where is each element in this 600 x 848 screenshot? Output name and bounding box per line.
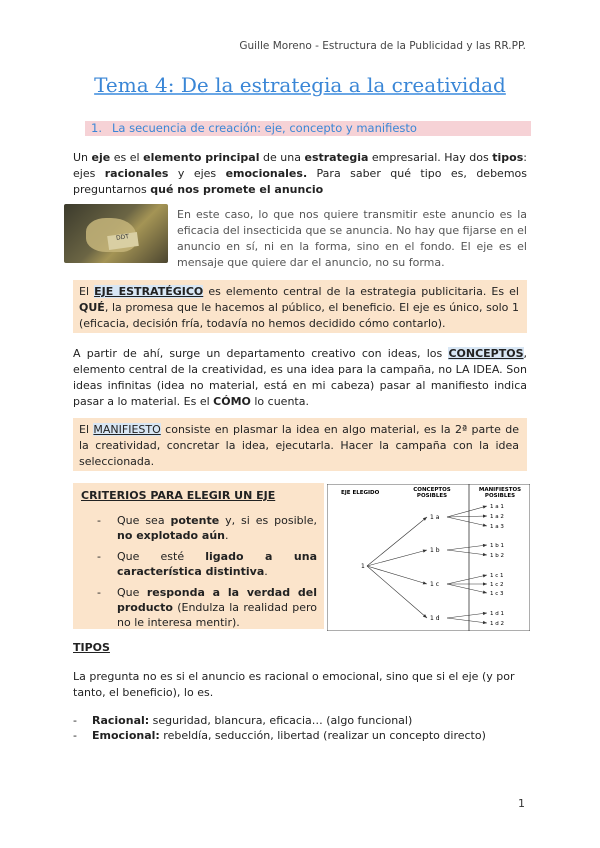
intro-bold-question: qué nos promete el anuncio: [150, 183, 324, 196]
eje-term: EJE ESTRATÉGICO: [94, 285, 204, 298]
manifiesto-term: MANIFIESTO: [93, 423, 161, 436]
tipos-label: Racional:: [92, 714, 150, 727]
example-paragraph: En este caso, lo que nos quiere transmitir este anuncio es la eficacia del insecticida que se anuncia. No hay que fijarse en el anuncio en sí, ni en la forma, sino en el fondo. El eje es el mensaje que quiere dar el anuncio, no su forma.: [177, 208, 527, 269]
manifest-node: 1 d 2: [490, 621, 504, 627]
crit-text: Que: [117, 586, 147, 599]
tipos-paragraph: La pregunta no es si el anuncio es racional o emocional, sino que si el eje (y por tanto, el beneficio), lo es.: [73, 670, 515, 699]
concept-node: 1 a: [430, 514, 440, 521]
manifest-node: 1 a 2: [490, 514, 504, 520]
crit-text: Que esté: [117, 550, 206, 563]
criterios-list: [97, 513, 317, 636]
intro-bold-estrategia: estrategia: [304, 151, 369, 164]
ad-image-label: DDT: [107, 232, 139, 250]
criterios-box: [73, 483, 324, 629]
crit-text: (Endulza la realidad pero no le interesa mentir).: [117, 601, 317, 629]
criterios-item: [97, 513, 317, 543]
manifest-node: 1 b 2: [490, 553, 504, 559]
manifest-node: 1 d 1: [490, 611, 504, 617]
intro-text: de una: [259, 151, 305, 164]
manifest-node: 1 c 3: [490, 591, 504, 597]
criterios-title: CRITERIOS PARA ELEGIR UN EJE: [81, 489, 276, 502]
section-heading: [85, 121, 531, 136]
tipos-text: seguridad, blancura, eficacia… (algo funcional): [149, 714, 413, 727]
intro-text: es el: [110, 151, 144, 164]
criterios-item: [97, 585, 317, 630]
manifest-node: 1 a 1: [490, 504, 504, 510]
crit-bold: potente: [170, 514, 220, 527]
conceptos-como: CÓMO: [213, 395, 251, 408]
intro-text: Para saber qué tipo es, debemos preguntarnos: [73, 167, 527, 196]
crit-text: Que sea: [117, 514, 171, 527]
manifiesto-box: [73, 418, 527, 471]
intro-bold-elemento: elemento principal: [143, 151, 260, 164]
diagram-col2-label-a: CONCEPTOS: [413, 487, 451, 493]
diagram-col3-label-b: POSIBLES: [484, 493, 516, 499]
crit-bold: no explotado aún: [117, 529, 226, 542]
concept-node: 1 d: [430, 615, 440, 622]
crit-text: .: [225, 529, 229, 542]
diagram-col2-label-b: POSIBLES: [416, 493, 448, 499]
tipos-heading: TIPOS: [73, 641, 110, 654]
concept-node: 1 c: [430, 581, 440, 588]
manifest-node: 1 c 1: [490, 573, 504, 579]
intro-bold-emocionales: emocionales.: [225, 167, 308, 180]
intro-text: y ejes: [168, 167, 226, 180]
tipos-list: [73, 713, 486, 743]
intro-text: Un: [73, 151, 92, 164]
tipos-item-racional: [73, 713, 486, 728]
conceptos-term: CONCEPTOS: [448, 347, 524, 360]
intro-text: empresarial. Hay dos: [368, 151, 493, 164]
intro-bold-eje: eje: [91, 151, 111, 164]
tipos-label: Emocional:: [92, 729, 160, 742]
conceptos-paragraph: [73, 346, 527, 410]
intro-bold-tipos: tipos: [492, 151, 524, 164]
manifest-node: 1 c 2: [490, 582, 504, 588]
intro-text: : ejes: [73, 151, 528, 180]
tipos-item-emocional: [73, 728, 486, 743]
diagram-root-node: 1: [361, 563, 365, 570]
crit-text: y, si es posible,: [219, 514, 317, 527]
eje-box-text: , la promesa que le hacemos al público, el beneficio. El eje es único, solo 1 (eficacia, decisión fría, todavía no hemos decidido cómo contarlo).: [79, 301, 519, 330]
crit-text: .: [264, 565, 268, 578]
crit-bold: ligado a una característica distintiva: [117, 550, 317, 578]
page-header: Guille Moreno - Estructura de la Publicidad y las RR.PP.: [239, 40, 526, 52]
ad-image: [64, 204, 168, 263]
diagram-col3-label-a: MANIFIESTOS: [478, 487, 522, 493]
conceptos-text: A partir de ahí, surge un departamento creativo con ideas, los: [73, 347, 449, 360]
concept-node: 1 b: [430, 547, 440, 554]
section-number: 1.: [91, 121, 102, 135]
eje-box-text: El: [79, 285, 95, 298]
eje-box-text: es elemento central de la estrategia publicitaria. Es el: [203, 285, 519, 298]
page-title: Tema 4: De la estrategia a la creatividad: [94, 73, 506, 97]
diagram-col1-label: EJE ELEGIDO: [341, 490, 380, 496]
manifiesto-text: consiste en plasmar la idea en algo material, es la 2ª parte de la creatividad, concretar la idea, ejecutarla. Hacer la campaña con la idea seleccionada.: [79, 423, 519, 468]
eje-box: [73, 280, 527, 333]
criterios-item: [97, 549, 317, 579]
section-title: La secuencia de creación: eje, concepto y manifiesto: [111, 121, 417, 135]
tipos-text: rebeldía, seducción, libertad (realizar un concepto directo): [159, 729, 486, 742]
crit-bold: responda a la verdad del producto: [117, 586, 317, 614]
eje-concepto-manifiesto-diagram: [327, 484, 530, 631]
manifest-node: 1 b 1: [490, 543, 504, 549]
eje-que: QUÉ: [79, 301, 105, 314]
conceptos-text: , elemento central de la creatividad, es una idea para la campaña, no LA IDEA. Son ideas infinitas (idea no material, está en mi cabeza) pasar al manifiesto indica pasar a lo material. Es el: [73, 347, 527, 408]
intro-bold-racionales: racionales: [104, 167, 169, 180]
manifiesto-text: El: [79, 423, 94, 436]
conceptos-text: lo cuenta.: [250, 395, 309, 408]
intro-paragraph: [73, 150, 527, 198]
manifest-node: 1 a 3: [490, 524, 504, 530]
page-number: 1: [518, 797, 525, 810]
